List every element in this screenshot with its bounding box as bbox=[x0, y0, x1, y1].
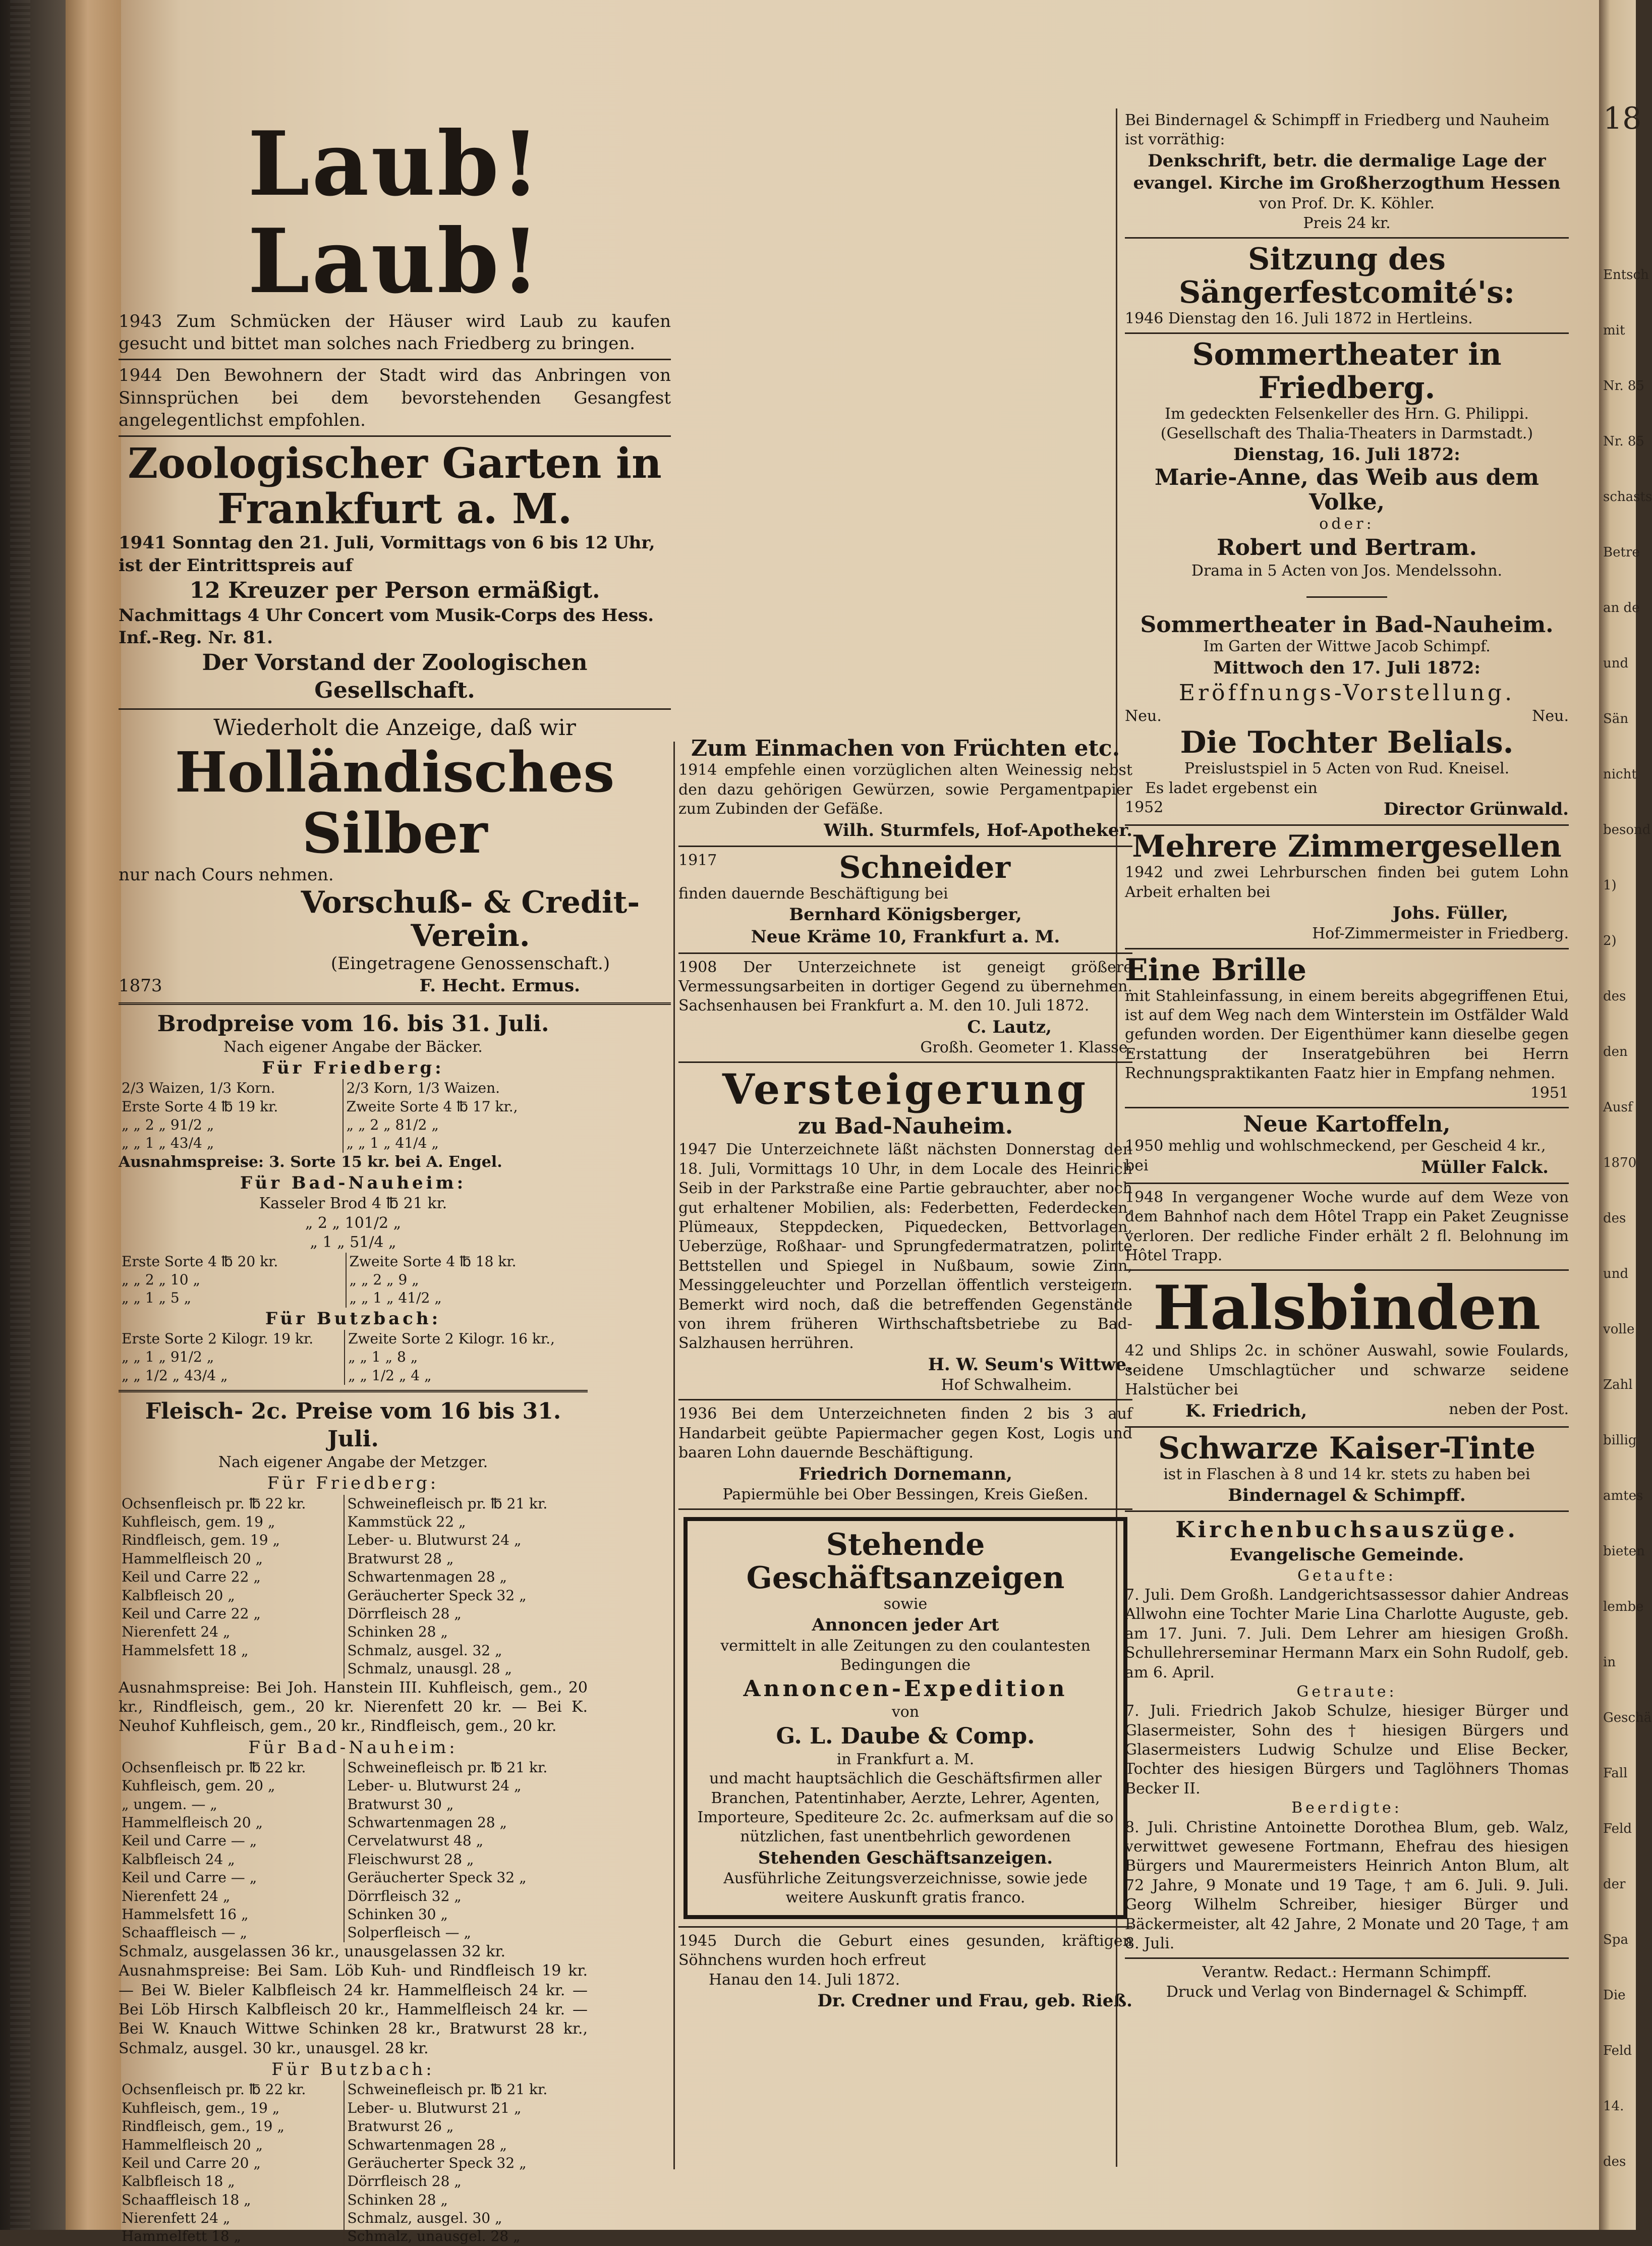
denk-author: von Prof. Dr. K. Köhler. bbox=[1259, 195, 1435, 213]
table-row bbox=[119, 2081, 588, 2099]
brille-text: mit Stahleinfassung, in einem bereits abgegriffenen Etui, ist auf dem Weg nach dem Winterstein im Ostfälder Wald gefunden worden. Der Eigenthümer kann dieselbe gegen Erstattung der Inseratgebühren bei Herrn Rechnungspraktikanten Faatz hier in Empfang nehmen. bbox=[1125, 987, 1569, 1083]
zimmer-title: Hof-Zimmermeister in Friedberg. bbox=[1312, 925, 1569, 943]
schneider-firm: Bernhard Königsberger, bbox=[789, 905, 1022, 925]
next-page-fragment: 1870 bbox=[1603, 1155, 1637, 1170]
table-cell: Leber- u. Blutwurst 24 „ bbox=[347, 1777, 522, 1794]
table-row bbox=[119, 1869, 588, 1887]
beerdigte-text: 8. Juli. Christine Antoinette Dorothea Blum, geb. Walz, verwittwet gewesene Fortmann, Ehefrau des hiesigen Bürgers und Maurermeisters Heinrich Anton Blum, alt 72 Jahre, 9 Monate und 19 Tage, † am 6. Juli. 9. Juli. Georg Wilhelm Schreiber, hiesiger Bürger und Bäckermeister, alt 42 Jahre, 2 Monate und 20 Tage, † am 8. Juli. bbox=[1125, 1818, 1569, 1952]
verein-sub: (Eingetragene Genossenschaft.) bbox=[330, 953, 610, 974]
table-cell: Bratwurst 30 „ bbox=[347, 1795, 454, 1813]
table-row bbox=[119, 2154, 588, 2172]
table-row bbox=[119, 1660, 588, 1678]
sommer-nauheim-play: Die Tochter Belials. bbox=[1180, 725, 1514, 761]
next-page-fragment: bieten bbox=[1603, 1544, 1645, 1559]
table-cell: Schinken 28 „ bbox=[347, 1623, 448, 1641]
table-row bbox=[119, 1116, 588, 1134]
table-cell: „ „ 2 „ 10 „ bbox=[119, 1271, 346, 1289]
table-cell: Keil und Carre 22 „ bbox=[119, 1568, 344, 1586]
table-cell: Geräucherter Speck 32 „ bbox=[347, 2154, 527, 2171]
box-stehend: Stehenden Geschäftsanzeigen. bbox=[758, 1847, 1053, 1868]
table-cell: Kalbfleisch 24 „ bbox=[119, 1850, 344, 1869]
sommer-nauheim-open: Eröffnungs-Vorstellung. bbox=[1178, 680, 1515, 706]
laub-text: 1943 Zum Schmücken der Häuser wird Laub zu kaufen gesucht und bittet man solches nach Friedberg zu bringen. bbox=[119, 311, 671, 354]
table-cell: Hammelfleisch 20 „ bbox=[119, 1814, 344, 1832]
sommer-friedberg-play2: Robert und Bertram. bbox=[1217, 535, 1477, 561]
zoo-line: Der Vorstand der Zoologischen Gesellschaft. bbox=[202, 650, 588, 704]
next-page-fragment: Sän bbox=[1603, 711, 1629, 726]
table-row bbox=[119, 1079, 588, 1097]
fleisch-friedberg-table bbox=[119, 1495, 588, 1678]
list-item: „ 2 „ 101/2 „ bbox=[305, 1214, 402, 1232]
next-page-fragment: 18 bbox=[1603, 101, 1642, 136]
table-cell: Zweite Sorte 4 ℔ 18 kr. bbox=[349, 1253, 517, 1270]
versteigerung-headline: Versteigerung bbox=[722, 1065, 1089, 1114]
table-row bbox=[119, 1568, 588, 1586]
next-page-fragment: und bbox=[1603, 656, 1629, 671]
schneider-address: Neue Kräme 10, Frankfurt a. M. bbox=[751, 927, 1060, 947]
table-cell: Bratwurst 26 „ bbox=[347, 2118, 454, 2135]
table-row bbox=[119, 1777, 588, 1795]
table-cell: „ „ 2 „ 81/2 „ bbox=[346, 1116, 439, 1133]
table-cell: Schweinefleisch pr. ℔ 21 kr. bbox=[347, 2081, 548, 2098]
papier-signature: Friedrich Dornemann, bbox=[799, 1464, 1012, 1484]
zimmer-headline: Mehrere Zimmergesellen bbox=[1132, 829, 1562, 865]
table-row bbox=[119, 1367, 588, 1385]
table-cell: Ochsenfleisch pr. ℔ 22 kr. bbox=[119, 1495, 344, 1513]
box-von: von bbox=[891, 1703, 920, 1721]
next-page-fragment: Zahl bbox=[1603, 1377, 1633, 1392]
next-page-edge bbox=[1599, 0, 1652, 2230]
table-row bbox=[119, 2209, 588, 2227]
vermess-title: Großh. Geometer 1. Klasse. bbox=[920, 1038, 1132, 1056]
table-cell: Leber- u. Blutwurst 24 „ bbox=[347, 1532, 522, 1549]
table-cell: 2/3 Korn, 1/3 Waizen. bbox=[346, 1080, 500, 1097]
brod-ausnahme: Ausnahmspreise: 3. Sorte 15 kr. bei A. Engel. bbox=[119, 1153, 502, 1171]
table-cell: Schwartenmagen 28 „ bbox=[347, 1568, 507, 1586]
table-cell: Cervelatwurst 48 „ bbox=[347, 1832, 484, 1849]
table-row bbox=[119, 1271, 588, 1289]
table-row bbox=[119, 1605, 588, 1623]
table-cell: Keil und Carre 20 „ bbox=[119, 2154, 344, 2172]
einmachen-signature: Wilh. Sturmfels, Hof-Apotheker. bbox=[824, 820, 1132, 840]
fleisch-nauheim: Für Bad-Nauheim: bbox=[248, 1737, 458, 1758]
sommer-nauheim-headline: Sommertheater in Bad-Nauheim. bbox=[1140, 611, 1554, 638]
versteigerung-text: 1947 Die Unterzeichnete läßt nächsten Donnerstag den 18. Juli, Vormittags 10 Uhr, in dem Locale des Heinrich Seib in der Parkstraße eine Partie gebrauchter, aber noch gut erhaltener Mobilien, als: Federbetten, Federdecken, Plümeaux, Steppdecken, Piquedecken, Bettvorlagen, Ueberzüge, Roßhaar- und Sprungfedermatratzen, polirte Bettstellen und Spiegel in Nußbaum, sowie Zinn, Messinggeleuchter und Porzellan öffentlich versteigern. Bemerkt wird noch, daß die betreffenden Gegenstände von ihrem früheren Wirthschaftsbetriebe zu Bad-Salzhausen herrühren. bbox=[678, 1141, 1132, 1353]
kirchen-headline: Kirchenbuchsauszüge. bbox=[1175, 1517, 1518, 1543]
silber-outro: nur nach Cours nehmen. bbox=[119, 865, 334, 885]
kasseler-brod bbox=[119, 1194, 588, 1252]
table-row bbox=[119, 2136, 588, 2154]
sommer-nauheim-neu: Neu. bbox=[1125, 707, 1162, 725]
table-cell: Nierenfett 24 „ bbox=[119, 1623, 344, 1641]
schneider-headline: Schneider bbox=[839, 850, 1011, 885]
table-cell: Erste Sorte 2 Kilogr. 19 kr. bbox=[119, 1330, 345, 1348]
table-cell: Dörrfleisch 32 „ bbox=[347, 1887, 462, 1904]
table-row bbox=[119, 1550, 588, 1568]
table-cell: Schweinefleisch pr. ℔ 21 kr. bbox=[347, 1759, 548, 1776]
box-text: Ausführliche Zeitungsverzeichnisse, sowie jede weitere Auskunft gratis franco. bbox=[723, 1869, 1088, 1907]
table-cell: „ „ 1 „ 91/2 „ bbox=[119, 1348, 345, 1366]
zimmer-signature: Johs. Füller, bbox=[1392, 903, 1508, 923]
kartoffel-bei: bei bbox=[1125, 1156, 1149, 1174]
list-item: Kasseler Brod 4 ℔ 21 kr. bbox=[259, 1195, 447, 1213]
list-item: „ 1 „ 51/4 „ bbox=[310, 1233, 396, 1252]
next-page-fragment: Ausf bbox=[1603, 1100, 1633, 1115]
next-page-fragment: an de bbox=[1603, 600, 1640, 615]
sommer-friedberg-date: Dienstag, 16. Juli 1872: bbox=[1233, 444, 1460, 465]
fleisch-nh-ausnahme: Ausnahmspreise: Bei Sam. Löb Kuh- und Rindfleisch 19 kr. — Bei W. Bieler Kalbfleisch 24 kr. Hammelfleisch 24 kr. — Bei Löb Hirsch Kalbfleisch 20 kr., Hammelfleisch 24 kr. — Bei W. Knauch Wittwe Schinken 28 kr., Bratwurst 28 kr., Schmalz, ausgel. 30 kr., unausgel. 28 kr. bbox=[119, 1962, 588, 2057]
table-cell: Schinken 30 „ bbox=[347, 1906, 448, 1923]
brod-sub: Nach eigener Angabe der Bäcker. bbox=[223, 1038, 483, 1056]
table-row bbox=[119, 2227, 588, 2245]
table-row bbox=[119, 1134, 588, 1152]
tinte-text: ist in Flaschen à 8 und 14 kr. stets zu haben bei bbox=[1163, 1465, 1530, 1483]
zoo-line: 1941 Sonntag den 21. Juli, Vormittags von 6 bis 12 Uhr, ist der Eintrittspreis auf bbox=[119, 533, 655, 576]
table-cell: Hammelfett 18 „ bbox=[119, 2227, 344, 2245]
table-cell: Hammelfleisch 20 „ bbox=[119, 2136, 344, 2154]
table-row bbox=[119, 1253, 588, 1271]
fleisch-fb-ausnahme: Ausnahmspreise: Bei Joh. Hanstein III. Kuhfleisch, gem., 20 kr., Rindfleisch, gem., 20 kr. Nierenfett 20 kr. — Bei K. Neuhof Kuhfleisch, gem., 20 kr., Rindfleisch, gem., 20 kr. bbox=[119, 1678, 588, 1735]
laub-headline: Laub! Laub! bbox=[248, 113, 542, 313]
halsbinden-headline: Halsbinden bbox=[1153, 1272, 1541, 1344]
kirchen-sub: Evangelische Gemeinde. bbox=[1229, 1545, 1464, 1565]
table-cell: Kuhfleisch, gem. 19 „ bbox=[119, 1513, 344, 1531]
table-cell: Ochsenfleisch pr. ℔ 22 kr. bbox=[119, 2081, 344, 2099]
sommer-friedberg-text: Im gedeckten Felsenkeller des Hrn. G. Philippi. bbox=[1165, 405, 1529, 423]
table-cell: Kammstück 22 „ bbox=[347, 1513, 466, 1531]
sommer-nauheim-number: 1952 bbox=[1125, 799, 1164, 816]
vermess-text: 1908 Der Unterzeichnete ist geneigt größere Vermessungsarbeiten in dortiger Gegend zu übernehmen. Sachsenhausen bei Frankfurt a. M. den 10. Juli 1872. bbox=[678, 958, 1132, 1015]
next-page-fragment: Feld bbox=[1603, 1821, 1632, 1836]
box-city: in Frankfurt a. M. bbox=[836, 1750, 975, 1768]
saenger-text: 1946 Dienstag den 16. Juli 1872 in Hertleins. bbox=[1125, 309, 1473, 327]
next-page-fragment: 2) bbox=[1603, 933, 1617, 948]
zimmer-text: 1942 und zwei Lehrburschen finden bei gutem Lohn Arbeit erhalten bei bbox=[1125, 864, 1569, 901]
vermess-signature: C. Lautz, bbox=[967, 1017, 1052, 1037]
table-cell: „ „ 1 „ 41/2 „ bbox=[349, 1289, 442, 1307]
geburt-signature: Dr. Credner und Frau, geb. Rieß. bbox=[817, 1990, 1132, 2011]
table-cell: Hammelsfett 18 „ bbox=[119, 1642, 344, 1660]
table-cell: Schinken 28 „ bbox=[347, 2191, 448, 2208]
price-section bbox=[119, 1010, 588, 2246]
next-page-fragment: Fall bbox=[1603, 1766, 1628, 1781]
sommer-friedberg-drama: Drama in 5 Acten von Jos. Mendelssohn. bbox=[1191, 562, 1503, 580]
table-cell: Erste Sorte 4 ℔ 20 kr. bbox=[119, 1253, 346, 1271]
table-cell: Hammelsfett 16 „ bbox=[119, 1905, 344, 1924]
denk-intro: Bei Bindernagel & Schimpff in Friedberg und Nauheim ist vorräthig: bbox=[1125, 111, 1550, 149]
table-cell: „ „ 1 „ 5 „ bbox=[119, 1289, 346, 1307]
sommer-nauheim-date: Mittwoch den 17. Juli 1872: bbox=[1213, 657, 1480, 678]
table-cell bbox=[119, 1660, 344, 1678]
table-row bbox=[119, 1098, 588, 1116]
box-expedition: Annoncen-Expedition bbox=[743, 1676, 1068, 1702]
next-page-fragment: der bbox=[1603, 1877, 1626, 1892]
table-cell: Schmalz, unausgel. 28 „ bbox=[347, 2228, 521, 2245]
table-cell: „ „ 2 „ 9 „ bbox=[349, 1271, 419, 1288]
table-row bbox=[119, 1814, 588, 1832]
table-cell: „ „ 2 „ 91/2 „ bbox=[119, 1116, 343, 1134]
table-cell: Schmalz, unausgl. 28 „ bbox=[347, 1660, 512, 1677]
verein-number: 1873 bbox=[119, 976, 162, 996]
table-row bbox=[119, 1905, 588, 1924]
table-cell: Kalbfleisch 20 „ bbox=[119, 1587, 344, 1605]
table-row bbox=[119, 1495, 588, 1513]
zoo-line: Nachmittags 4 Uhr Concert vom Musik-Corps des Hess. Inf.-Reg. Nr. 81. bbox=[119, 605, 654, 648]
table-cell: Zweite Sorte 4 ℔ 17 kr., bbox=[346, 1098, 518, 1115]
table-row bbox=[119, 1513, 588, 1531]
table-cell: Schaaffleisch — „ bbox=[119, 1924, 344, 1942]
table-cell: „ „ 1 „ 8 „ bbox=[348, 1349, 418, 1366]
table-cell: „ ungem. — „ bbox=[119, 1795, 344, 1814]
getraute-text: 7. Juli. Friedrich Jakob Schulze, hiesiger Bürger und Glasermeister, Sohn des † hiesigen Bürgers und Glasermeisters Ludwig Schulze und Elise Becker, Tochter des hiesigen Bürgers und Taglöhners Thomas Becker II. bbox=[1125, 1702, 1569, 1798]
versteigerung-sub: zu Bad-Nauheim. bbox=[797, 1113, 1013, 1140]
table-cell: „ „ 1 „ 43/4 „ bbox=[119, 1134, 343, 1152]
brod-butzbach-table bbox=[119, 1330, 588, 1385]
table-cell: Schmalz, ausgel. 32 „ bbox=[347, 1642, 502, 1659]
table-row bbox=[119, 2172, 588, 2191]
table-cell: Keil und Carre — „ bbox=[119, 1869, 344, 1887]
table-row bbox=[119, 1832, 588, 1850]
verein-signature: F. Hecht. Ermus. bbox=[419, 976, 580, 996]
next-page-fragment: Entsch bbox=[1603, 267, 1649, 283]
sommer-friedberg-oder: oder: bbox=[1319, 515, 1375, 533]
table-cell: Kuhfleisch, gem. 20 „ bbox=[119, 1777, 344, 1795]
table-cell: Nierenfett 24 „ bbox=[119, 2209, 344, 2227]
fleisch-nh-schmalz: Schmalz, ausgelassen 36 kr., unausgelassen 32 kr. bbox=[119, 1942, 506, 1960]
papier-place: Papiermühle bei Ober Bessingen, Kreis Gießen. bbox=[722, 1485, 1089, 1503]
table-row bbox=[119, 1642, 588, 1660]
sommer-friedberg-headline: Sommertheater in Friedberg. bbox=[1192, 337, 1502, 406]
table-cell: Schmalz, ausgel. 30 „ bbox=[347, 2210, 502, 2227]
fleisch-butzbach: Für Butzbach: bbox=[271, 2059, 435, 2080]
sommer-nauheim-text: Im Garten der Wittwe Jacob Schimpf. bbox=[1203, 638, 1491, 656]
right-column bbox=[1125, 111, 1569, 2184]
sommer-friedberg-play: Marie-Anne, das Weib aus dem Volke, bbox=[1154, 465, 1539, 515]
imprint: Verantw. Redact.: Hermann Schimpff. bbox=[1202, 1963, 1492, 1982]
zoo-line: 12 Kreuzer per Person ermäßigt. bbox=[189, 577, 600, 603]
next-page-fragment: mit bbox=[1603, 323, 1625, 338]
table-cell: Leber- u. Blutwurst 21 „ bbox=[347, 2099, 522, 2116]
halsbinden-signature: K. Friedrich, bbox=[1185, 1400, 1307, 1421]
table-row bbox=[119, 2191, 588, 2209]
box-title: Stehende Geschäftsanzeigen bbox=[746, 1527, 1065, 1596]
table-cell: Rindfleisch, gem., 19 „ bbox=[119, 2117, 344, 2136]
brille-number: 1951 bbox=[1530, 1084, 1569, 1102]
zoo-headline: Zoologischer Garten in Frankfurt a. M. bbox=[128, 439, 662, 534]
left-column bbox=[119, 113, 671, 2245]
sommer-nauheim-neu: Neu. bbox=[1532, 707, 1569, 725]
table-row bbox=[119, 1850, 588, 1869]
middle-column bbox=[678, 737, 1132, 2184]
column-rule bbox=[673, 742, 675, 2169]
table-cell: Kalbfleisch 18 „ bbox=[119, 2172, 344, 2191]
table-cell: Dörrfleisch 28 „ bbox=[347, 2173, 462, 2190]
table-cell: Rindfleisch, gem. 19 „ bbox=[119, 1531, 344, 1549]
table-row bbox=[119, 2117, 588, 2136]
next-page-fragment: des bbox=[1603, 989, 1626, 1004]
next-page-fragment: lembe bbox=[1603, 1599, 1644, 1614]
box-sowie: sowie bbox=[883, 1595, 928, 1613]
table-cell: Schwartenmagen 28 „ bbox=[347, 2136, 507, 2153]
table-cell: 2/3 Waizen, 1/3 Korn. bbox=[119, 1079, 343, 1097]
table-row bbox=[119, 1289, 588, 1307]
table-cell: Fleischwurst 28 „ bbox=[347, 1850, 474, 1868]
box-annoncen: Annoncen jeder Art bbox=[812, 1615, 999, 1636]
next-page-fragment: 14. bbox=[1603, 2099, 1624, 2114]
fleisch-butzbach-table bbox=[119, 2081, 588, 2246]
brille-headline: Eine Brille bbox=[1125, 952, 1307, 988]
table-cell: Schaaffleisch 18 „ bbox=[119, 2191, 344, 2209]
next-page-fragment: besond bbox=[1603, 822, 1651, 837]
table-cell: Keil und Carre 22 „ bbox=[119, 1605, 344, 1623]
table-cell: Bratwurst 28 „ bbox=[347, 1550, 454, 1567]
sommer-nauheim-play-sub: Preislustspiel in 5 Acten von Rud. Kneisel. bbox=[1184, 760, 1510, 778]
geburt-text: 1945 Durch die Geburt eines gesunden, kräftigen Söhnchens wurden hoch erfreut bbox=[678, 1932, 1132, 1970]
versteigerung-signature: H. W. Seum's Wittwe. bbox=[928, 1354, 1132, 1375]
sommer-nauheim-invite: Es ladet ergebenst ein bbox=[1145, 779, 1318, 797]
table-cell: „ „ 1/2 „ 4 „ bbox=[348, 1367, 432, 1384]
denk-price: Preis 24 kr. bbox=[1303, 214, 1391, 232]
table-row bbox=[119, 1348, 588, 1366]
beerdigte-heading: Beerdigte: bbox=[1291, 1799, 1402, 1817]
kartoffel-headline: Neue Kartoffeln, bbox=[1243, 1111, 1451, 1137]
table-row bbox=[119, 1623, 588, 1641]
schneider-number: 1917 bbox=[678, 851, 717, 869]
fleisch-nauheim-table bbox=[119, 1759, 588, 1942]
table-cell: „ „ 1 „ 41/4 „ bbox=[346, 1135, 439, 1152]
table-cell: Solperfleisch — „ bbox=[347, 1924, 471, 1941]
fleisch-title: Fleisch- 2c. Preise vom 16 bis 31. Juli. bbox=[145, 1398, 561, 1452]
next-page-fragment: 1) bbox=[1603, 878, 1617, 893]
einmachen-text: 1914 empfehle einen vorzüglichen alten Weinessig nebst den dazu gehörigen Gewürzen, sowie Pergamentpapier zum Zubinden der Gefäße. bbox=[678, 761, 1132, 818]
annoncen-box bbox=[683, 1517, 1127, 1919]
verein-name: Vorschuß- & Credit-Verein. bbox=[301, 885, 640, 954]
page-stack-edge bbox=[66, 0, 121, 2230]
next-page-fragment: schasts bbox=[1603, 489, 1652, 504]
table-row bbox=[119, 1795, 588, 1814]
next-page-fragment: Nr. 85 bbox=[1603, 378, 1644, 394]
table-cell: Keil und Carre — „ bbox=[119, 1832, 344, 1850]
tinte-signature: Bindernagel & Schimpff. bbox=[1228, 1485, 1466, 1506]
papier-text: 1936 Bei dem Unterzeichneten finden 2 bis 3 auf Handarbeit geübte Papiermacher gegen Kost, Logis und baaren Lohn dauernde Beschäftigung. bbox=[678, 1405, 1132, 1462]
brod-butzbach: Für Butzbach: bbox=[265, 1308, 441, 1329]
brod-friedberg-table bbox=[119, 1079, 588, 1153]
silber-intro: Wiederholt die Anzeige, daß wir bbox=[213, 715, 576, 741]
table-row bbox=[119, 1587, 588, 1605]
table-row bbox=[119, 1759, 588, 1777]
next-page-fragment: Spa bbox=[1603, 1932, 1628, 1947]
sommer-friedberg-text: (Gesellschaft des Thalia-Theaters in Darmstadt.) bbox=[1160, 424, 1533, 442]
halsbinden-text: 42 und Shlips 2c. in schöner Auswahl, sowie Foulards, seidene Umschlagtücher und schwarze seidene Halstücher bei bbox=[1125, 1342, 1569, 1399]
getaufte-text: 7. Juli. Dem Großh. Landgerichtsassessor dahier Andreas Allwohn eine Tochter Marie Lina Charlotte Auguste, geb. am 17. Juni. 7. Juli. Dem Lehrer am hiesigen Großh. Schullehrerseminar Hermann Marx ein Sohn Rudolf, geb. am 6. April. bbox=[1125, 1586, 1569, 1681]
next-page-fragment: Feld bbox=[1603, 2043, 1632, 2058]
box-firm: G. L. Daube & Comp. bbox=[776, 1723, 1035, 1749]
brod-title: Brodpreise vom 16. bis 31. Juli. bbox=[157, 1010, 549, 1037]
geburt-place: Hanau den 14. Juli 1872. bbox=[709, 1971, 900, 1989]
next-page-fragment: billig bbox=[1603, 1433, 1637, 1448]
next-page-fragment: Die bbox=[1603, 1988, 1626, 2003]
halsbinden-place: neben der Post. bbox=[1449, 1400, 1569, 1418]
table-row bbox=[119, 2099, 588, 2117]
brod-friedberg: Für Friedberg: bbox=[262, 1058, 444, 1079]
table-cell: Geräucherter Speck 32 „ bbox=[347, 1869, 527, 1886]
brod-nauheim-table bbox=[119, 1253, 588, 1308]
getraute-heading: Getraute: bbox=[1296, 1682, 1397, 1701]
next-page-fragment: Betre bbox=[1603, 545, 1640, 560]
table-row bbox=[119, 1887, 588, 1905]
einmachen-title: Zum Einmachen von Früchten etc. bbox=[691, 736, 1120, 761]
next-page-fragment: nicht bbox=[1603, 767, 1637, 782]
sommer-nauheim-signature: Director Grünwald. bbox=[1384, 799, 1569, 819]
table-cell: Nierenfett 24 „ bbox=[119, 1887, 344, 1905]
table-cell: Schwartenmagen 28 „ bbox=[347, 1814, 507, 1831]
fleisch-sub: Nach eigener Angabe der Metzger. bbox=[218, 1453, 488, 1472]
fleisch-friedberg: Für Friedberg: bbox=[267, 1473, 439, 1494]
box-text: vermittelt in alle Zeitungen zu den coulantesten Bedingungen die bbox=[720, 1637, 1091, 1674]
next-page-fragment: amtes bbox=[1603, 1488, 1643, 1503]
table-cell: Geräucherter Speck 32 „ bbox=[347, 1587, 527, 1604]
next-page-fragment: volle bbox=[1603, 1322, 1635, 1337]
table-cell: Hammelfleisch 20 „ bbox=[119, 1550, 344, 1568]
next-page-fragment: den bbox=[1603, 1044, 1628, 1059]
silber-headline: Holländisches Silber bbox=[175, 740, 615, 866]
table-row bbox=[119, 1330, 588, 1348]
spruch-text: 1944 Den Bewohnern der Stadt wird das Anbringen von Sinnsprüchen bei dem bevorstehenden Gesangfest angelegentlichst empfohlen. bbox=[119, 365, 671, 430]
denk-title: Denkschrift, betr. die dermalige Lage der evangel. Kirche im Großherzogthum Hessen bbox=[1133, 150, 1561, 193]
paket-text: 1948 In vergangener Woche wurde auf dem Weze von dem Bahnhof nach dem Hôtel Trapp ein Paket Zeugnisse verloren. Der redliche Finder erhält 2 fl. Belohnung im Hôtel Trapp. bbox=[1125, 1188, 1569, 1265]
imprint: Druck und Verlag von Bindernagel & Schimpff. bbox=[1166, 1983, 1528, 2001]
getaufte-heading: Getaufte: bbox=[1297, 1566, 1396, 1585]
table-cell: Kuhfleisch, gem., 19 „ bbox=[119, 2099, 344, 2117]
next-page-fragment: des bbox=[1603, 2154, 1626, 2169]
table-cell: Zweite Sorte 2 Kilogr. 16 kr., bbox=[348, 1330, 555, 1347]
table-cell: Ochsenfleisch pr. ℔ 22 kr. bbox=[119, 1759, 344, 1777]
table-row bbox=[119, 1531, 588, 1549]
next-page-fragment: des bbox=[1603, 1211, 1626, 1226]
box-text: und macht hauptsächlich die Geschäftsfirmen aller Branchen, Patentinhaber, Aerzte, Lehrer, Agenten, Importeure, Spediteure 2c. 2c. aufmerksam auf die so nützlichen, fast unentbehrlich gewordenen bbox=[697, 1770, 1114, 1846]
book-spine bbox=[0, 0, 66, 2230]
kartoffel-signature: Müller Falck. bbox=[1421, 1157, 1549, 1177]
table-cell: Dörrfleisch 28 „ bbox=[347, 1605, 462, 1622]
table-cell: Erste Sorte 4 ℔ 19 kr. bbox=[119, 1098, 343, 1116]
table-row bbox=[119, 1924, 588, 1942]
table-cell: „ „ 1/2 „ 43/4 „ bbox=[119, 1367, 345, 1385]
tinte-headline: Schwarze Kaiser-Tinte bbox=[1158, 1430, 1536, 1466]
next-page-fragment: Nr. 85 bbox=[1603, 434, 1644, 449]
brod-nauheim: Für Bad-Nauheim: bbox=[240, 1173, 467, 1194]
saenger-headline: Sitzung des Sängerfestcomité's: bbox=[1178, 241, 1515, 310]
versteigerung-place: Hof Schwalheim. bbox=[941, 1376, 1072, 1394]
kartoffel-text: 1950 mehlig und wohlschmeckend, per Gescheid 4 kr., bbox=[1125, 1137, 1546, 1155]
next-page-fragment: in bbox=[1603, 1655, 1616, 1670]
next-page-fragment: und bbox=[1603, 1266, 1629, 1281]
schneider-text: finden dauernde Beschäftigung bei bbox=[678, 884, 948, 903]
next-page-fragment: Geschä bbox=[1603, 1710, 1652, 1725]
table-cell: Schweinefleisch pr. ℔ 21 kr. bbox=[347, 1495, 548, 1512]
